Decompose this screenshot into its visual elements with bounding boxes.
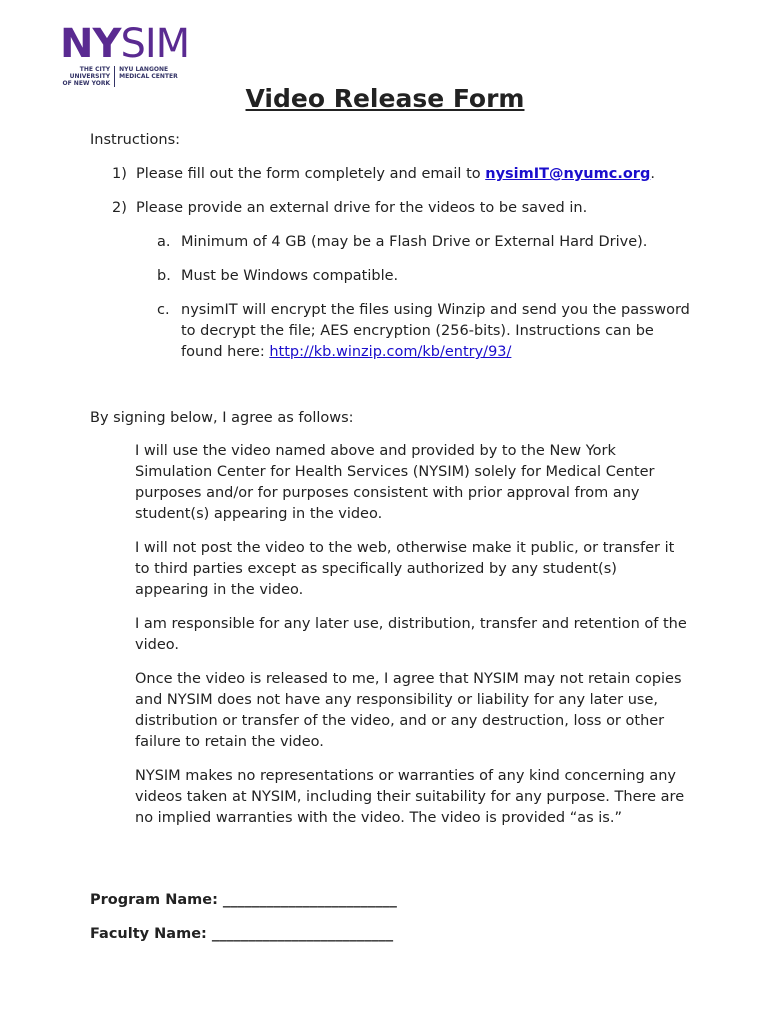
winzip-link[interactable]: http://kb.winzip.com/kb/entry/93/ [269,344,512,360]
agreement-paragraph: NYSIM makes no representations or warranties of any kind concerning any videos taken at NYSIM, including their suitability for any purpose. There are no implied warranties with the video. The video is provided “as is.” [135,768,685,826]
agreement-paragraph: I will use the video named above and provided by to the New York Simulation Center for Health Services (NYSIM) solely for Medical Center purposes and/or for purposes consistent with prior approval from any student(s) appearing in the video. [135,443,655,522]
instruction-sub-a [90,232,690,253]
sub-text: nysimIT will encrypt the files using Winzip and send you the password to decrypt the file; AES encryption (256-bits). Instructions can be found here: http://kb.winzip.com/kb/entry/93/ [181,302,690,360]
step-number: 1) [112,166,127,182]
sub-letter: c. [157,302,170,318]
signature-fields [90,890,397,958]
instruction-sub-b [90,266,690,287]
faculty-name-field[interactable]: Faculty Name: _________________________ [90,926,394,942]
step-text: Please fill out the form completely and email to nysimIT@nyumc.org. [136,166,655,182]
instruction-step-1 [90,164,690,185]
instruction-sub-c [90,300,690,363]
nysim-logo [60,21,200,87]
agreement-paragraph: Once the video is released to me, I agree that NYSIM may not retain copies and NYSIM does not have any responsibility or liability for any later use, distribution or transfer of the video, and or any destruction, loss or other failure to retain the video. [135,671,682,750]
instructions-label: Instructions: [90,132,181,148]
email-link[interactable]: nysimIT@nyumc.org [485,166,651,182]
form-body [90,130,690,842]
step-number: 2) [112,200,127,216]
program-name-field[interactable]: Program Name: ________________________ [90,892,397,908]
sub-letter: b. [157,268,171,284]
logo-sub-left: THE CITY UNIVERSITY OF NEW YORK [60,66,115,87]
agreement-paragraph: I am responsible for any later use, distribution, transfer and retention of the video. [135,616,687,653]
instruction-step-2 [90,198,690,219]
agreement-paragraph: I will not post the video to the web, otherwise make it public, or transfer it to third parties except as specifically authorized by any student(s) appearing in the video. [135,540,675,598]
page-title: Video Release Form [245,84,525,113]
step-text: Please provide an external drive for the videos to be saved in. [136,200,588,216]
sub-letter: a. [157,234,171,250]
agreement-label: By signing below, I agree as follows: [90,410,354,426]
sub-text: Minimum of 4 GB (may be a Flash Drive or External Hard Drive). [181,234,648,250]
logo-sub-right: NYU LANGONE MEDICAL CENTER [119,66,178,80]
sub-text: Must be Windows compatible. [181,268,399,284]
logo-wordmark: NYSIM [60,21,190,67]
